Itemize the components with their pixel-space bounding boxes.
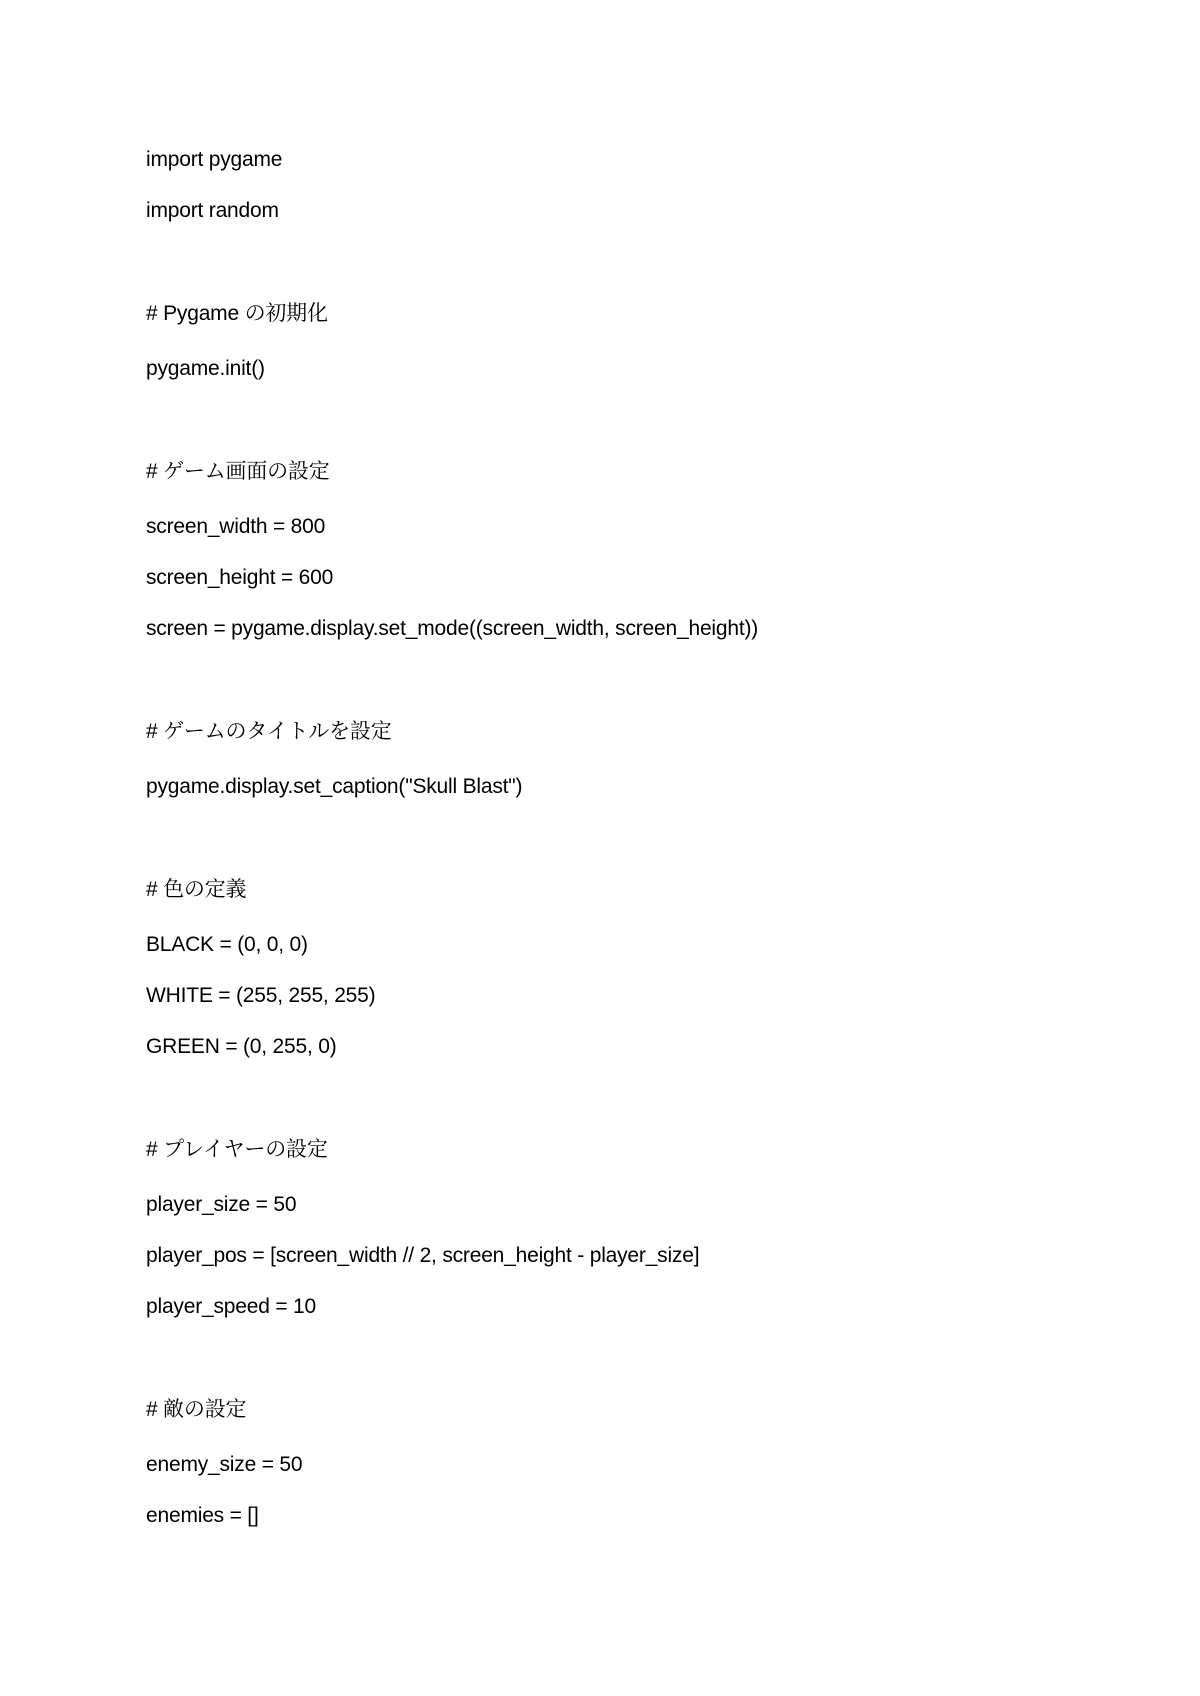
code-line-screen-width: screen_width = 800 bbox=[146, 515, 326, 538]
comment-color-definitions: # 色の定義 bbox=[146, 878, 247, 901]
code-line-player-pos: player_pos = [screen_width // 2, screen_height - player_size] bbox=[146, 1244, 700, 1267]
code-line-player-size: player_size = 50 bbox=[146, 1193, 297, 1216]
code-line-enemy-size: enemy_size = 50 bbox=[146, 1453, 303, 1476]
comment-title-settings: # ゲームのタイトルを設定 bbox=[146, 720, 392, 743]
code-line-import-pygame: import pygame bbox=[146, 148, 283, 171]
code-line-screen-height: screen_height = 600 bbox=[146, 566, 334, 589]
code-line-black: BLACK = (0, 0, 0) bbox=[146, 933, 308, 956]
code-line-white: WHITE = (255, 255, 255) bbox=[146, 984, 376, 1007]
code-line-green: GREEN = (0, 255, 0) bbox=[146, 1035, 337, 1058]
comment-enemy-settings: # 敵の設定 bbox=[146, 1398, 247, 1421]
code-line-import-random: import random bbox=[146, 199, 279, 222]
code-line-set-mode: screen = pygame.display.set_mode((screen_width, screen_height)) bbox=[146, 617, 759, 640]
code-line-pygame-init: pygame.init() bbox=[146, 357, 265, 380]
comment-screen-settings: # ゲーム画面の設定 bbox=[146, 460, 330, 483]
code-line-enemies: enemies = [] bbox=[146, 1504, 259, 1527]
comment-pygame-init: # Pygame の初期化 bbox=[146, 302, 328, 325]
comment-player-settings: # プレイヤーの設定 bbox=[146, 1138, 328, 1161]
code-line-set-caption: pygame.display.set_caption("Skull Blast") bbox=[146, 775, 523, 798]
code-line-player-speed: player_speed = 10 bbox=[146, 1295, 316, 1318]
